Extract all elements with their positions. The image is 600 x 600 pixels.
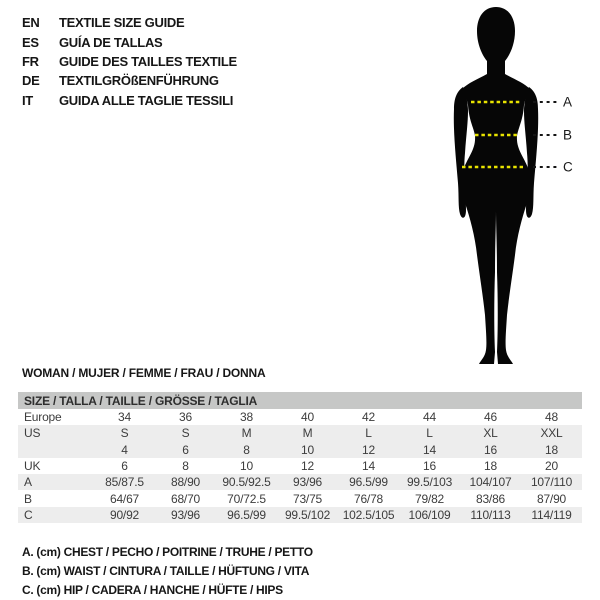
- table-row: [18, 474, 582, 490]
- language-title-block: [22, 13, 237, 110]
- size-cell: 107/110: [530, 475, 573, 490]
- size-cell: 38: [240, 410, 253, 425]
- size-cell: 64/67: [109, 491, 140, 506]
- lang-row-fr: [22, 52, 237, 71]
- marker-label-b: B: [563, 127, 573, 143]
- lang-title: GUIDA ALLE TAGLIE TESSILI: [59, 92, 234, 108]
- row-label: UK: [24, 459, 41, 474]
- size-cell: 104/107: [469, 475, 512, 490]
- size-cell: S: [181, 426, 190, 441]
- size-cell: 4: [121, 442, 128, 457]
- size-cell: 36: [179, 410, 192, 425]
- size-cell: 18: [545, 442, 558, 457]
- lang-code: IT: [22, 92, 33, 108]
- table-row: [18, 507, 582, 523]
- lang-title: TEXTILGRÖßENFÜHRUNG: [59, 73, 219, 89]
- size-cell: 34: [118, 410, 131, 425]
- size-cell: 16: [423, 459, 436, 474]
- size-cell: 46: [484, 410, 497, 425]
- size-cell: 12: [362, 442, 375, 457]
- lang-title: GUIDE DES TAILLES TEXTILE: [59, 53, 237, 69]
- size-cell: L: [365, 426, 372, 441]
- size-cell: 14: [362, 459, 375, 474]
- size-cell: 99.5/103: [406, 475, 453, 490]
- row-label: Europe: [24, 410, 62, 425]
- size-cell: 90.5/92.5: [222, 475, 271, 490]
- size-cell: 110/113: [470, 507, 511, 522]
- lang-row-es: [22, 32, 237, 51]
- legend-chest: A. (cm) CHEST / PECHO / POITRINE / TRUHE / PETTO: [22, 544, 313, 559]
- marker-label-c: C: [563, 159, 573, 175]
- size-cell: M: [241, 426, 252, 441]
- size-cell: 96.5/99: [227, 507, 266, 522]
- size-cell: XL: [483, 426, 498, 441]
- row-label: A: [24, 475, 32, 490]
- size-cell: XXL: [540, 426, 563, 441]
- size-cell: 93/96: [170, 507, 201, 522]
- table-row: [18, 409, 582, 425]
- woman-silhouette-figure: [430, 0, 580, 370]
- size-cell: 6: [182, 442, 189, 457]
- size-cell: 83/86: [475, 491, 506, 506]
- size-cell: 96.5/99: [349, 475, 388, 490]
- woman-silhouette: [454, 7, 538, 364]
- size-cell: 88/90: [170, 475, 201, 490]
- section-title: WOMAN / MUJER / FEMME / FRAU / DONNA: [22, 366, 266, 380]
- size-cell: S: [120, 426, 129, 441]
- size-cell: 18: [484, 459, 497, 474]
- size-cell: L: [426, 426, 433, 441]
- size-cell: 90/92: [109, 507, 140, 522]
- measurement-legend: [22, 542, 313, 600]
- size-cell: 79/82: [414, 491, 445, 506]
- size-cell: 93/96: [292, 475, 323, 490]
- size-cell: 44: [423, 410, 436, 425]
- size-cell: 6: [121, 459, 128, 474]
- lang-row-de: [22, 71, 237, 90]
- size-cell: 10: [240, 459, 253, 474]
- size-cell: 70/72.5: [227, 491, 266, 506]
- table-body: [18, 409, 582, 523]
- lang-title: TEXTILE SIZE GUIDE: [59, 15, 185, 31]
- lang-code: FR: [22, 53, 39, 69]
- silhouette-body: [461, 7, 530, 364]
- lang-row-en: [22, 13, 237, 32]
- size-cell: 12: [301, 459, 314, 474]
- lang-code: ES: [22, 34, 39, 50]
- lang-code: DE: [22, 73, 40, 89]
- size-cell: 85/87.5: [105, 475, 144, 490]
- size-cell: 42: [362, 410, 375, 425]
- lang-title: GUÍA DE TALLAS: [59, 34, 163, 50]
- table-row: [18, 458, 582, 474]
- size-cell: 102.5/105: [342, 507, 395, 522]
- legend-hip: C. (cm) HIP / CADERA / HANCHE / HÜFTE / HIPS: [22, 582, 283, 597]
- table-row: [18, 490, 582, 506]
- size-cell: 73/75: [292, 491, 323, 506]
- size-cell: 40: [301, 410, 314, 425]
- row-label: B: [24, 491, 32, 506]
- size-cell: M: [302, 426, 313, 441]
- table-header: SIZE / TALLA / TAILLE / GRÖSSE / TAGLIA: [18, 392, 582, 409]
- size-cell: 20: [545, 459, 558, 474]
- size-cell: 48: [545, 410, 558, 425]
- size-cell: 8: [243, 442, 250, 457]
- size-cell: 8: [182, 459, 189, 474]
- row-label: US: [24, 426, 41, 441]
- size-cell: 106/109: [408, 507, 451, 522]
- table-row: [18, 442, 582, 458]
- legend-waist: B. (cm) WAIST / CINTURA / TAILLE / HÜFTUNG / VITA: [22, 563, 310, 578]
- size-cell: 114/119: [531, 507, 572, 522]
- table-row: [18, 425, 582, 441]
- row-label: C: [24, 507, 33, 522]
- size-cell: 14: [423, 442, 436, 457]
- size-cell: 10: [301, 442, 314, 457]
- lang-row-it: [22, 91, 237, 110]
- size-table: [18, 392, 582, 523]
- size-cell: 16: [484, 442, 497, 457]
- size-cell: 68/70: [170, 491, 201, 506]
- lang-code: EN: [22, 15, 40, 31]
- size-cell: 76/78: [353, 491, 384, 506]
- size-cell: 87/90: [536, 491, 567, 506]
- marker-label-a: A: [563, 94, 573, 110]
- size-cell: 99.5/102: [284, 507, 331, 522]
